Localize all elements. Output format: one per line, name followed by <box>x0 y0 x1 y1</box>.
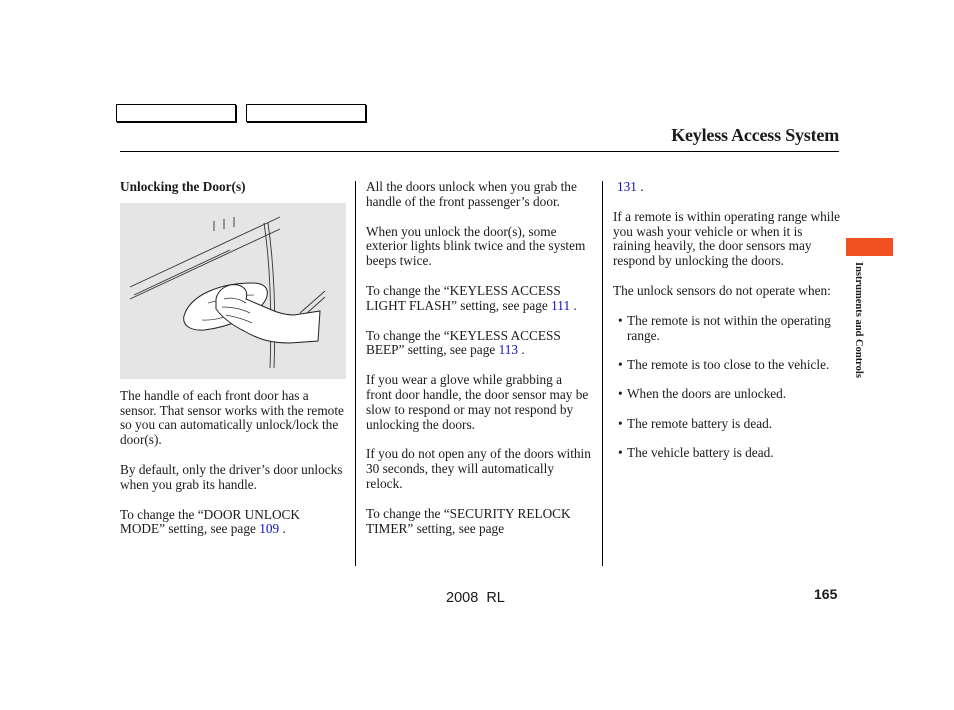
section-heading: Unlocking the Door(s) <box>120 179 246 194</box>
paragraph <box>366 329 591 359</box>
list-item: • The vehicle battery is dead. <box>613 446 841 461</box>
section-side-label: Instruments and Controls <box>853 262 864 378</box>
paragraph <box>120 508 346 538</box>
page-link-113[interactable]: 113 <box>498 342 519 358</box>
page-link-109[interactable]: 109 <box>259 521 280 537</box>
hand-grabbing-door-handle-illustration <box>120 203 346 379</box>
paragraph <box>366 284 591 314</box>
section-tab-marker[interactable] <box>846 238 893 256</box>
paragraph: The unlock sensors do not operate when: <box>613 282 831 298</box>
paragraph: If you wear a glove while grabbing a front door handle, the door sensor may be slow to respond or may not respond by unlocking the doors. <box>366 372 589 432</box>
column-divider-2 <box>602 181 603 566</box>
list-item: • The remote is not within the operating range. <box>613 314 841 344</box>
paragraph: To change the “SECURITY RELOCK TIMER” setting, see page <box>366 505 571 536</box>
paragraph: When you unlock the door(s), some exterior lights blink twice and the system beeps twice. <box>366 223 586 269</box>
title-divider <box>120 151 839 152</box>
paragraph: If a remote is within operating range while you wash your vehicle or when it is raining heavily, the door sensors may respond by unlocking the doors. <box>613 208 841 269</box>
condition-list <box>613 314 841 461</box>
paragraph-text: To change the “KEYLESS ACCESS BEEP” setting, see page <box>366 327 561 358</box>
footer-model: 2008 RL <box>446 590 505 606</box>
column-2 <box>366 180 591 551</box>
page-title: Keyless Access System <box>671 125 839 145</box>
nav-tab-box-2[interactable] <box>246 104 366 122</box>
paragraph <box>613 180 841 195</box>
paragraph: All the doors unlock when you grab the handle of the front passenger’s door. <box>366 179 577 209</box>
paragraph: If you do not open any of the doors within 30 seconds, they will automatically relock. <box>366 446 591 491</box>
paragraph-end: . <box>636 179 644 194</box>
column-3 <box>613 180 841 476</box>
list-item: • When the doors are unlocked. <box>613 387 841 402</box>
paragraph: By default, only the driver’s door unlocks when you grab its handle. <box>120 461 343 492</box>
door-handle-icon <box>120 203 346 379</box>
paragraph-end: . <box>570 297 577 313</box>
page-number: 165 <box>814 586 838 602</box>
page-link-111[interactable]: 111 <box>551 297 571 313</box>
page-link-131[interactable]: 131 <box>617 179 637 194</box>
column-1 <box>120 180 346 552</box>
column-divider-1 <box>355 181 356 566</box>
paragraph-end: . <box>518 342 525 358</box>
paragraph: The handle of each front door has a sensor. That sensor works with the remote so you can automatically unlock/lock the door(s). <box>120 387 344 448</box>
list-item: • The remote is too close to the vehicle. <box>613 358 841 373</box>
paragraph-end: . <box>279 521 286 537</box>
paragraph-text: To change the “DOOR UNLOCK MODE” setting, see page <box>120 506 301 537</box>
nav-tab-box-1[interactable] <box>116 104 236 122</box>
list-item: • The remote battery is dead. <box>613 417 841 432</box>
paragraph-text: To change the “KEYLESS ACCESS LIGHT FLASH” setting, see page <box>366 282 561 313</box>
